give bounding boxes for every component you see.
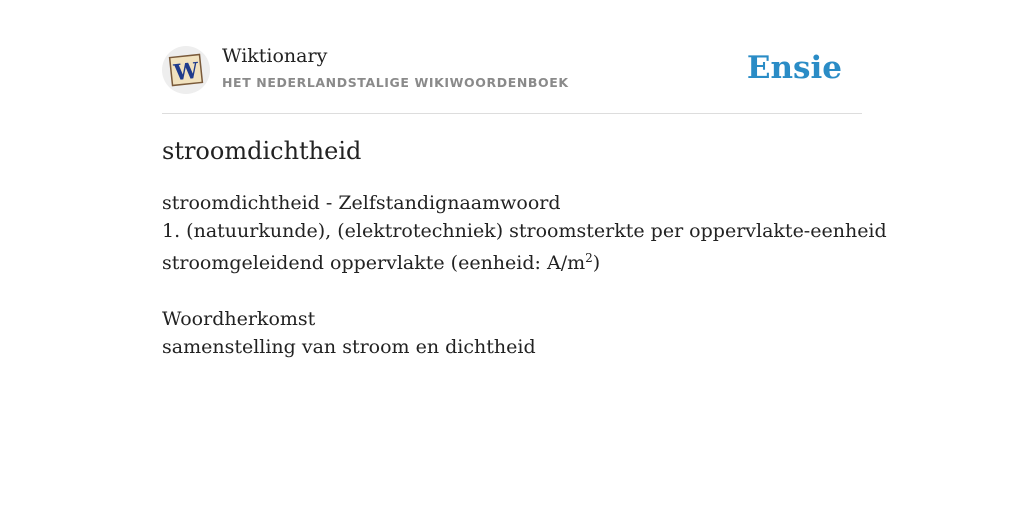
wiktionary-logo-icon[interactable] bbox=[162, 46, 210, 94]
etymology-text: samenstelling van stroom en dichtheid bbox=[162, 336, 536, 358]
definition-line-1: 1. (natuurkunde), (elektrotechniek) stroomsterkte per oppervlakte-eenheid bbox=[162, 220, 887, 242]
page-container bbox=[162, 0, 887, 358]
definition-text: stroomgeleidend oppervlakte (eenheid: A/m bbox=[162, 252, 586, 274]
svg-text:W: W bbox=[172, 57, 200, 87]
site-title[interactable]: Wiktionary bbox=[222, 45, 328, 67]
site-subtitle: HET NEDERLANDSTALIGE WIKIWOORDENBOEK bbox=[222, 75, 569, 90]
page-title: stroomdichtheid bbox=[162, 137, 362, 165]
word-class-line: stroomdichtheid - Zelfstandignaamwoord bbox=[162, 192, 561, 214]
unit-superscript: 2 bbox=[585, 251, 593, 265]
etymology-heading: Woordherkomst bbox=[162, 308, 316, 330]
ensie-brand-link[interactable]: Ensie bbox=[746, 50, 842, 86]
site-header bbox=[162, 0, 862, 114]
definition-close: ) bbox=[592, 252, 601, 274]
definition-line-2 bbox=[162, 252, 600, 274]
